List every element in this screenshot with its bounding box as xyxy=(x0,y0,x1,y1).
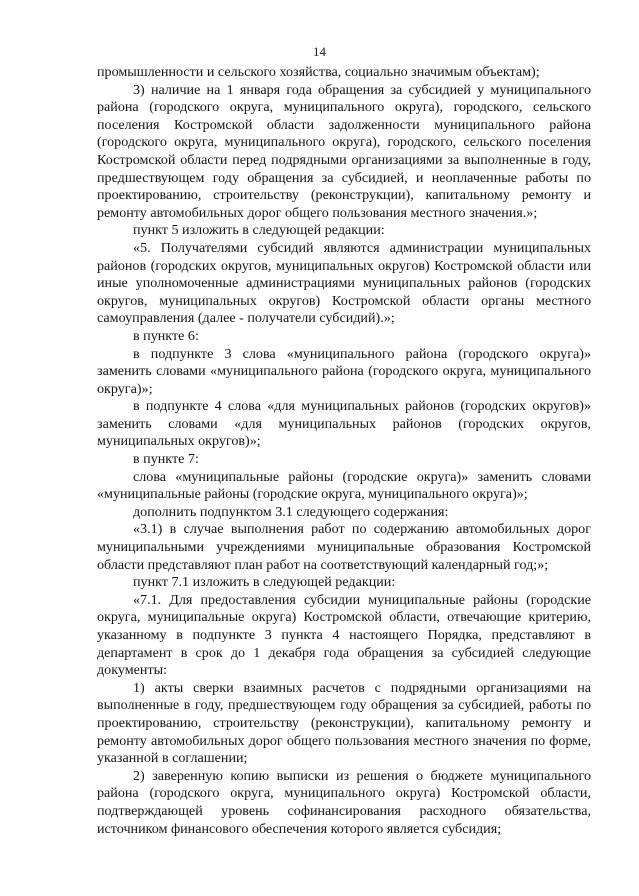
paragraph: в пункте 7: xyxy=(133,451,199,468)
paragraph: 1) акты сверки взаимных расчетов с подрядными организациями на выполненные в году, предшествующем году обращения за субсидией, работы по проектированию, строительству (реконструкции), капитальному ремонту и ремонту автомобильных дорог общего пользования местного значения по форме, указанной в соглашении; xyxy=(97,679,591,767)
paragraph: 2) заверенную копию выписки из решения о бюджете муниципального района (городского округа, муниципального округа) Костромской области, подтверждающей уровень софинансирования расходного обязательства, источником финансового обеспечения которого является субсидия; xyxy=(97,767,591,837)
paragraph: промышленности и сельского хозяйства, социально значимым объектам); xyxy=(97,64,540,80)
paragraph: «7.1. Для предоставления субсидии муниципальные районы (городские округа, муниципальные округа) Костромской области, отвечающие критерию, указанному в подпункте 3 пункта 4 настоящего Порядка, представляют в департамент в срок до 1 декабря года обращения за субсидией следующие документы: xyxy=(97,591,591,679)
paragraph: «5. Получателями субсидий являются администрации муниципальных районов (городских округов, муниципальных округов) Костромской области или иные уполномоченные администрациями муниципальных районов (городских округов, муниципальных округов) Костромской области органы местного самоуправления (далее - получатели субсидий).»; xyxy=(97,239,591,327)
paragraph: в пункте 6: xyxy=(133,327,199,344)
document-body xyxy=(97,64,591,838)
paragraph: пункт 7.1 изложить в следующей редакции: xyxy=(133,574,396,591)
paragraph: 3) наличие на 1 января года обращения за субсидией у муниципального района (городского округа, муниципального округа), городского, сельского поселения Костромской области задолженности муниципального района (городского округа, муниципального округа), городского, сельского поселения Костромской области перед подрядными организациями за выполненные в году, предшествующем году обращения за субсидией, и неоплаченные работы по проектированию, строительству (реконструкции), капитальному ремонту и ремонту автомобильных дорог общего пользования местного значения.»; xyxy=(97,81,591,221)
page-number: 14 xyxy=(313,44,326,59)
paragraph: в подпункте 3 слова «муниципального района (городского округа)» заменить словами «муниципального района (городского округа, муниципального округа)»; xyxy=(97,345,591,397)
paragraph: дополнить подпунктом 3.1 следующего содержания: xyxy=(133,503,449,520)
paragraph: пункт 5 изложить в следующей редакции: xyxy=(133,222,385,239)
paragraph: слова «муниципальные районы (городские округа)» заменить словами «муниципальные районы (городские округа, муниципального округа)»; xyxy=(97,468,591,503)
paragraph: в подпункте 4 слова «для муниципальных районов (городских округов)» заменить словами «для муниципальных районов (городских округов, муниципальных округов)»; xyxy=(97,398,591,450)
paragraph: «3.1) в случае выполнения работ по содержанию автомобильных дорог муниципальными учреждениями муниципальные образования Костромской области представляют план работ на соответствующий календарный год;»; xyxy=(97,521,591,573)
